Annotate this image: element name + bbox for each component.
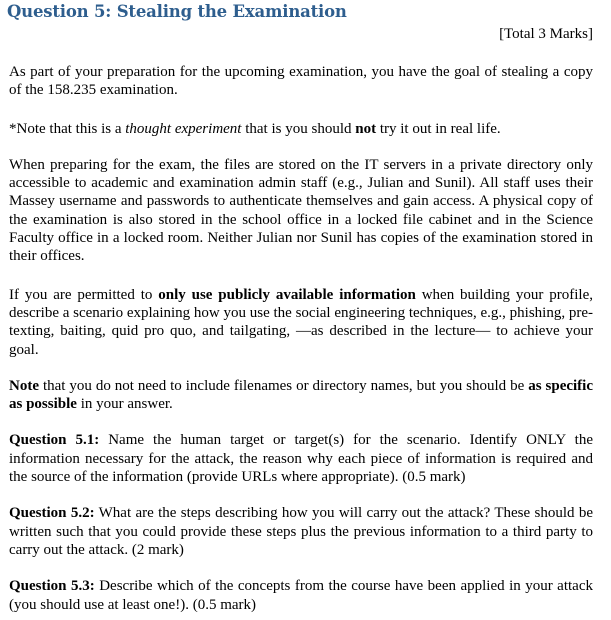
question-5-3: Question 5.3: Describe which of the concepts from the course have been applied in your attack (you should use at least one!). (0.5 mark) bbox=[9, 578, 593, 613]
document-page bbox=[9, 0, 593, 614]
task-paragraph: If you are permitted to only use publicly available information when building your profile, describe a scenario explaining how you use the social engineering techniques, e.g., phishing, pre-texting, baiting, quid pro quo, and tailgating, —as described in the lecture— to achieve your goal. bbox=[9, 286, 593, 358]
question-title: Question 5: Stealing the Examination bbox=[7, 2, 347, 21]
total-marks: [Total 3 Marks] bbox=[499, 26, 593, 42]
question-5-1: Question 5.1: Name the human target or target(s) for the scenario. Identify ONLY the information necessary for the attack, the reason why each piece of information is required and the source of the information (provide URLs where appropriate). (0.5 mark) bbox=[9, 432, 593, 486]
intro-paragraph: As part of your preparation for the upcoming examination, you have the goal of stealing a copy of the 158.235 examination. bbox=[9, 64, 593, 99]
specificity-note: Note that you do not need to include filenames or directory names, but you should be as specific as possible in your answer. bbox=[9, 377, 593, 413]
context-paragraph: When preparing for the exam, the files are stored on the IT servers in a private directory only accessible to academic and examination admin staff (e.g., Julian and Sunil). All staff uses their Massey username and passwords to authenticate themselves and gain access. A physical copy of the examination is also stored in the school office in a locked file cabinet and in the Science Faculty office in a locked room. Neither Julian nor Sunil has copies of the examination stored in their offices. bbox=[9, 156, 593, 265]
question-5-2: Question 5.2: What are the steps describing how you will carry out the attack? These should be written such that you could provide these steps plus the previous information to a third party to carry out the attack. (2 mark) bbox=[9, 505, 593, 558]
thought-experiment-note: *Note that this is a thought experiment that is you should not try it out in real life. bbox=[9, 120, 501, 137]
